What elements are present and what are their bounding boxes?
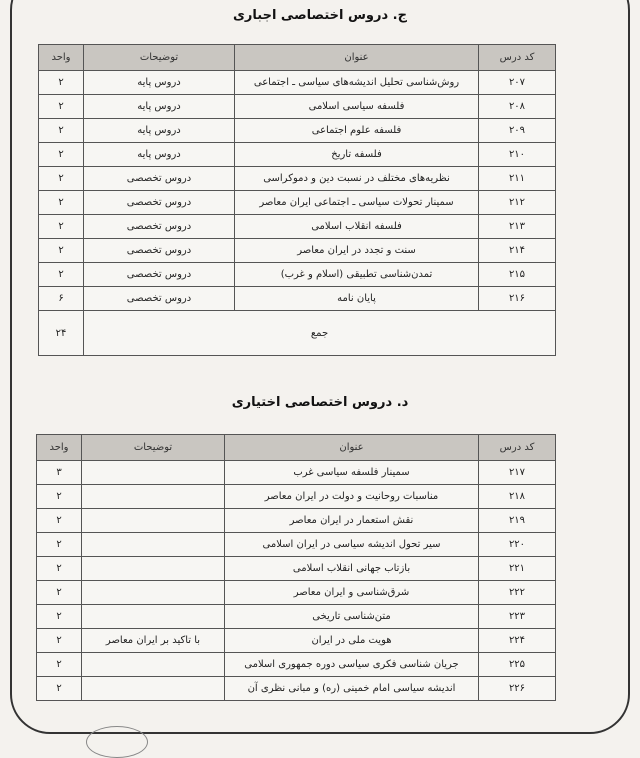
course-title: متن‌شناسی تاریخی <box>225 605 479 629</box>
section-c-title: ج. دروس اختصاصی اجباری <box>232 8 407 23</box>
course-title: سنت و تجدد در ایران معاصر <box>235 239 479 263</box>
course-notes: دروس تخصصی <box>84 287 235 311</box>
table-row <box>39 143 556 167</box>
stamp-mark <box>86 726 148 758</box>
course-title: هویت ملی در ایران <box>225 629 479 653</box>
course-units: ۲ <box>37 509 82 533</box>
course-title: نقش استعمار در ایران معاصر <box>225 509 479 533</box>
table-header-row <box>37 435 556 461</box>
course-code: ۲۰۸ <box>479 95 556 119</box>
table-header-row <box>39 45 556 71</box>
course-code: ۲۲۵ <box>479 653 556 677</box>
course-units: ۲ <box>39 95 84 119</box>
course-notes: دروس پایه <box>84 71 235 95</box>
course-notes: دروس تخصصی <box>84 191 235 215</box>
course-notes <box>82 605 225 629</box>
course-code: ۲۲۶ <box>479 677 556 701</box>
course-title: فلسفه سیاسی اسلامی <box>235 95 479 119</box>
table-row <box>37 533 556 557</box>
course-units: ۲ <box>39 215 84 239</box>
course-units: ۲ <box>39 119 84 143</box>
header-units: واحد <box>39 45 84 71</box>
course-units: ۲ <box>39 263 84 287</box>
course-title: روش‌شناسی تحلیل اندیشه‌های سیاسی ـ اجتماعی <box>235 71 479 95</box>
course-code: ۲۱۳ <box>479 215 556 239</box>
course-units: ۲ <box>37 677 82 701</box>
header-code: کد درس <box>479 435 556 461</box>
course-units: ۲ <box>37 653 82 677</box>
course-notes: دروس پایه <box>84 143 235 167</box>
course-title: فلسفه علوم اجتماعی <box>235 119 479 143</box>
table-row <box>37 557 556 581</box>
table-row <box>37 677 556 701</box>
table-row <box>39 263 556 287</box>
course-title: جریان شناسی فکری سیاسی دوره جمهوری اسلامی <box>225 653 479 677</box>
total-label: جمع <box>84 311 556 356</box>
course-code: ۲۲۲ <box>479 581 556 605</box>
course-units: ۲ <box>37 629 82 653</box>
course-notes <box>82 461 225 485</box>
course-notes: دروس تخصصی <box>84 263 235 287</box>
course-title: نظریه‌های مختلف در نسبت دین و دموکراسی <box>235 167 479 191</box>
course-units: ۲ <box>39 71 84 95</box>
course-code: ۲۲۳ <box>479 605 556 629</box>
course-notes: دروس تخصصی <box>84 215 235 239</box>
course-code: ۲۱۷ <box>479 461 556 485</box>
course-code: ۲۱۵ <box>479 263 556 287</box>
header-code: کد درس <box>479 45 556 71</box>
course-notes <box>82 677 225 701</box>
table-row <box>39 239 556 263</box>
course-code: ۲۰۹ <box>479 119 556 143</box>
course-notes <box>82 533 225 557</box>
course-units: ۲ <box>37 605 82 629</box>
course-title: بازتاب جهانی انقلاب اسلامی <box>225 557 479 581</box>
course-units: ۲ <box>39 239 84 263</box>
course-code: ۲۲۰ <box>479 533 556 557</box>
course-units: ۲ <box>39 143 84 167</box>
course-notes <box>82 653 225 677</box>
course-units: ۲ <box>37 533 82 557</box>
course-title: پایان نامه <box>235 287 479 311</box>
table-row <box>37 629 556 653</box>
table-row <box>37 485 556 509</box>
table-row <box>37 605 556 629</box>
course-title: تمدن‌شناسی تطبیقی (اسلام و غرب) <box>235 263 479 287</box>
course-title: سمینار فلسفه سیاسی غرب <box>225 461 479 485</box>
table-row <box>39 287 556 311</box>
table-row <box>37 509 556 533</box>
course-notes <box>82 509 225 533</box>
course-code: ۲۲۱ <box>479 557 556 581</box>
header-notes: توضیحات <box>84 45 235 71</box>
header-notes: توضیحات <box>82 435 225 461</box>
course-code: ۲۱۶ <box>479 287 556 311</box>
total-units: ۲۴ <box>39 311 84 356</box>
total-row <box>39 311 556 356</box>
table-row <box>39 95 556 119</box>
course-units: ۶ <box>39 287 84 311</box>
course-code: ۲۱۹ <box>479 509 556 533</box>
elective-courses-table <box>36 434 556 701</box>
table-row <box>39 167 556 191</box>
course-units: ۲ <box>39 191 84 215</box>
course-title: مناسبات روحانیت و دولت در ایران معاصر <box>225 485 479 509</box>
course-notes: دروس تخصصی <box>84 239 235 263</box>
table-row <box>37 461 556 485</box>
header-title: عنوان <box>225 435 479 461</box>
table-row <box>39 215 556 239</box>
table-row <box>39 191 556 215</box>
course-units: ۲ <box>39 167 84 191</box>
course-title: فلسفه تاریخ <box>235 143 479 167</box>
course-code: ۲۱۸ <box>479 485 556 509</box>
course-notes: دروس پایه <box>84 95 235 119</box>
course-title: اندیشه سیاسی امام خمینی (ره) و مبانی نظری آن <box>225 677 479 701</box>
header-title: عنوان <box>235 45 479 71</box>
course-code: ۲۱۰ <box>479 143 556 167</box>
course-code: ۲۱۱ <box>479 167 556 191</box>
course-units: ۲ <box>37 581 82 605</box>
course-code: ۲۲۴ <box>479 629 556 653</box>
course-title: سمینار تحولات سیاسی ـ اجتماعی ایران معاصر <box>235 191 479 215</box>
course-notes: دروس پایه <box>84 119 235 143</box>
section-d-title: د. دروس اختصاصی اختیاری <box>231 395 409 410</box>
course-units: ۲ <box>37 485 82 509</box>
course-notes: با تاکید بر ایران معاصر <box>82 629 225 653</box>
mandatory-courses-table <box>38 44 556 356</box>
table-row <box>39 119 556 143</box>
course-code: ۲۱۲ <box>479 191 556 215</box>
header-units: واحد <box>37 435 82 461</box>
course-units: ۲ <box>37 557 82 581</box>
table-row <box>37 653 556 677</box>
course-title: سیر تحول اندیشه سیاسی در ایران اسلامی <box>225 533 479 557</box>
course-code: ۲۱۴ <box>479 239 556 263</box>
course-notes <box>82 581 225 605</box>
course-units: ۳ <box>37 461 82 485</box>
course-title: فلسفه انقلاب اسلامی <box>235 215 479 239</box>
course-title: شرق‌شناسی و ایران معاصر <box>225 581 479 605</box>
table-row <box>37 581 556 605</box>
course-notes <box>82 557 225 581</box>
table-row <box>39 71 556 95</box>
course-code: ۲۰۷ <box>479 71 556 95</box>
course-notes: دروس تخصصی <box>84 167 235 191</box>
course-notes <box>82 485 225 509</box>
